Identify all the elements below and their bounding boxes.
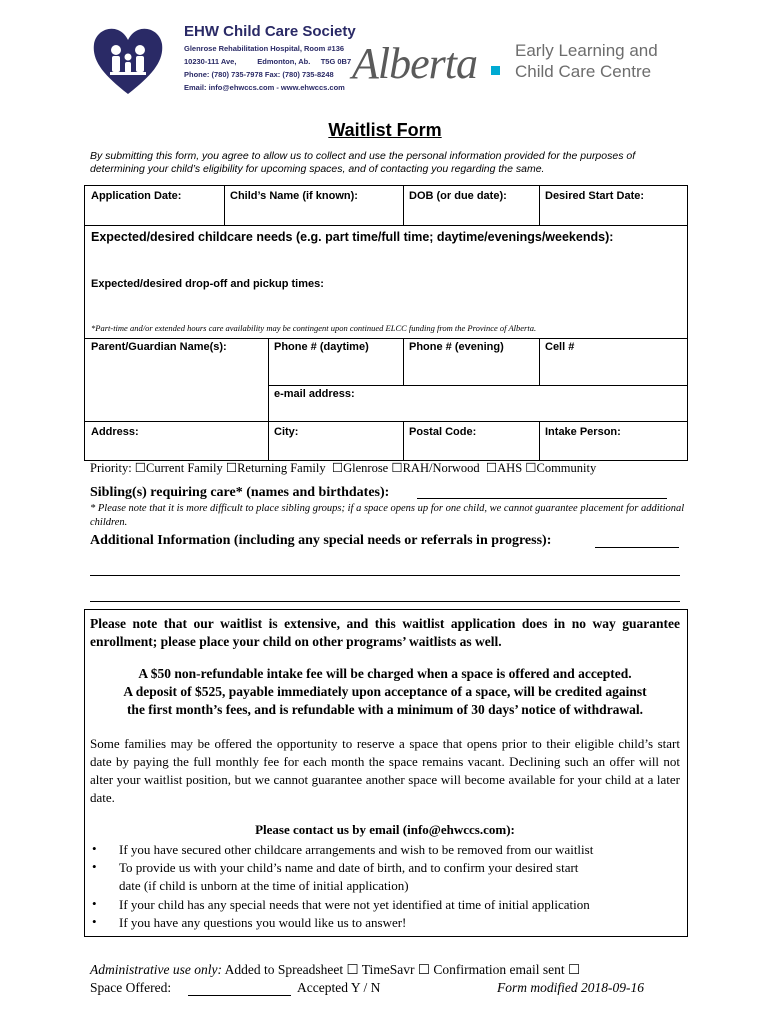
priority-option-label: Current Family <box>146 461 223 475</box>
bullet-icon: • <box>92 896 97 911</box>
contact-heading: Please contact us by email (info@ehwccs.com): <box>255 822 515 837</box>
contact-bullet: If your child has any special needs that were not yet identified at time of initial application <box>119 897 590 912</box>
elcc-title-line2: Child Care Centre <box>515 62 652 81</box>
space-offered-line[interactable] <box>188 995 291 996</box>
intake-person-field[interactable]: Intake Person: <box>545 426 621 438</box>
consent-intro: By submitting this form, you agree to allow us to collect and use the personal information provided for the purposes of determining your child’s eligibility for upcoming spaces, and of contacting you regarding the same. <box>90 150 636 175</box>
priority-label: Priority: <box>90 461 132 475</box>
form-modified: Form modified 2018-09-16 <box>497 980 644 995</box>
deposit-line: A deposit of $525, payable immediately upon acceptance of a space, will be credited against <box>123 684 647 699</box>
sibling-input-line[interactable] <box>417 498 667 499</box>
intake-fee-line: A $50 non-refundable intake fee will be charged when a space is offered and accepted. <box>138 666 632 681</box>
refund-line: the first month’s fees, and is refundable with a minimum of 30 days’ notice of withdrawal. <box>126 702 644 717</box>
form-title: Waitlist Form <box>328 120 442 140</box>
admin-item-confirmation: Confirmation email sent <box>433 962 565 977</box>
priority-row <box>90 460 596 476</box>
reserve-space-paragraph: Some families may be offered the opportunity to reserve a space that opens prior to their eligible child’s start date by paying the full monthly fee for each month the space remains vacant. Declining such an offer will not alter your waitlist position, but we cannot guarantee another space will become available for your child at a later date. <box>90 736 680 805</box>
admin-label: Administrative use only: <box>90 962 222 977</box>
checkbox-icon[interactable]: ☐ <box>346 962 359 977</box>
application-date-field[interactable]: Application Date: <box>91 190 182 202</box>
additional-info-line[interactable] <box>595 547 679 548</box>
funding-note: *Part-time and/or extended hours care availability may be contingent upon continued ELCC funding from the Province of Alberta. <box>91 323 537 333</box>
city-field[interactable]: City: <box>274 426 299 438</box>
space-offered-label: Space Offered: <box>90 980 172 995</box>
bullet-icon: • <box>92 914 97 929</box>
priority-checkbox-current[interactable]: ☐Current Family <box>134 461 223 475</box>
sibling-note: * Please note that it is more difficult to place sibling groups; if a space opens up for one child, we cannot guarantee placement for additional children. <box>90 503 685 528</box>
contact-bullet: To provide us with your child’s name and date of birth, and to confirm your desired start <box>119 860 579 875</box>
contact-bullet: If you have secured other childcare arrangements and wish to be removed from our waitlist <box>119 842 594 857</box>
org-address-line: 10230-111 Ave, Edmonton, Ab. T5G 0B7 <box>184 57 352 66</box>
admin-item-spreadsheet: Added to Spreadsheet <box>224 962 344 977</box>
admin-row <box>90 962 580 978</box>
additional-info-line[interactable] <box>90 575 680 576</box>
contact-bullet-continued: date (if child is unborn at the time of initial application) <box>119 878 409 893</box>
priority-checkbox-ahs[interactable]: ☐AHS <box>485 461 523 475</box>
email-field[interactable]: e-mail address: <box>274 388 355 400</box>
priority-checkbox-glenrose[interactable]: ☐Glenrose <box>331 461 389 475</box>
address-field[interactable]: Address: <box>91 426 139 438</box>
priority-checkbox-community[interactable]: ☐Community <box>525 461 597 475</box>
priority-option-label: Community <box>536 461 597 475</box>
desired-start-date-field[interactable]: Desired Start Date: <box>545 190 645 202</box>
admin-item-timesavr: TimeSavr <box>361 962 415 977</box>
additional-info-label: Additional Information (including any special needs or referrals in progress): <box>90 533 552 548</box>
cell-phone-field[interactable]: Cell # <box>545 341 575 353</box>
elcc-title-line1: Early Learning and <box>515 41 658 60</box>
accepted-label: Accepted Y / N <box>297 980 381 995</box>
dob-field[interactable]: DOB (or due date): <box>409 190 507 202</box>
bullet-icon: • <box>92 859 97 874</box>
org-name: EHW Child Care Society <box>184 23 356 40</box>
sibling-label: Sibling(s) requiring care* (names and birthdates): <box>90 485 390 500</box>
priority-option-label: Glenrose <box>343 461 389 475</box>
checkbox-icon[interactable]: ☐ <box>417 962 430 977</box>
child-name-field[interactable]: Child’s Name (if known): <box>230 190 358 202</box>
dropoff-pickup-field[interactable]: Expected/desired drop-off and pickup times: <box>91 278 324 290</box>
org-address-line: Glenrose Rehabilitation Hospital, Room #136 <box>184 44 345 53</box>
additional-info-line[interactable] <box>90 601 680 602</box>
phone-evening-field[interactable]: Phone # (evening) <box>409 341 504 353</box>
org-phone-line: Phone: (780) 735-7978 Fax: (780) 735-8248 <box>184 70 334 79</box>
postal-code-field[interactable]: Postal Code: <box>409 426 477 438</box>
bullet-icon: • <box>92 841 97 856</box>
priority-checkbox-rah-norwood[interactable]: ☐RAH/Norwood <box>391 461 480 475</box>
alberta-logo-mark <box>491 66 500 75</box>
alberta-logo: Alberta <box>352 39 477 88</box>
priority-option-label: RAH/Norwood <box>402 461 480 475</box>
priority-option-label: AHS <box>497 461 523 475</box>
ehw-heart-logo <box>92 26 164 96</box>
guardian-name-field[interactable]: Parent/Guardian Name(s): <box>91 341 227 353</box>
priority-option-label: Returning Family <box>237 461 326 475</box>
org-email-line: Email: info@ehwccs.com - www.ehwccs.com <box>184 83 345 92</box>
childcare-needs-field[interactable]: Expected/desired childcare needs (e.g. part time/full time; daytime/evenings/weekends): <box>91 230 614 244</box>
checkbox-icon[interactable]: ☐ <box>567 962 581 977</box>
phone-daytime-field[interactable]: Phone # (daytime) <box>274 341 369 353</box>
waitlist-notice: Please note that our waitlist is extensive, and this waitlist application does in no way guarantee enrollment; please place your child on other programs’ waitlists as well. <box>90 616 680 649</box>
priority-checkbox-returning[interactable]: ☐Returning Family <box>225 461 326 475</box>
info-grid <box>84 185 688 461</box>
contact-bullet: If you have any questions you would like us to answer! <box>119 915 407 930</box>
